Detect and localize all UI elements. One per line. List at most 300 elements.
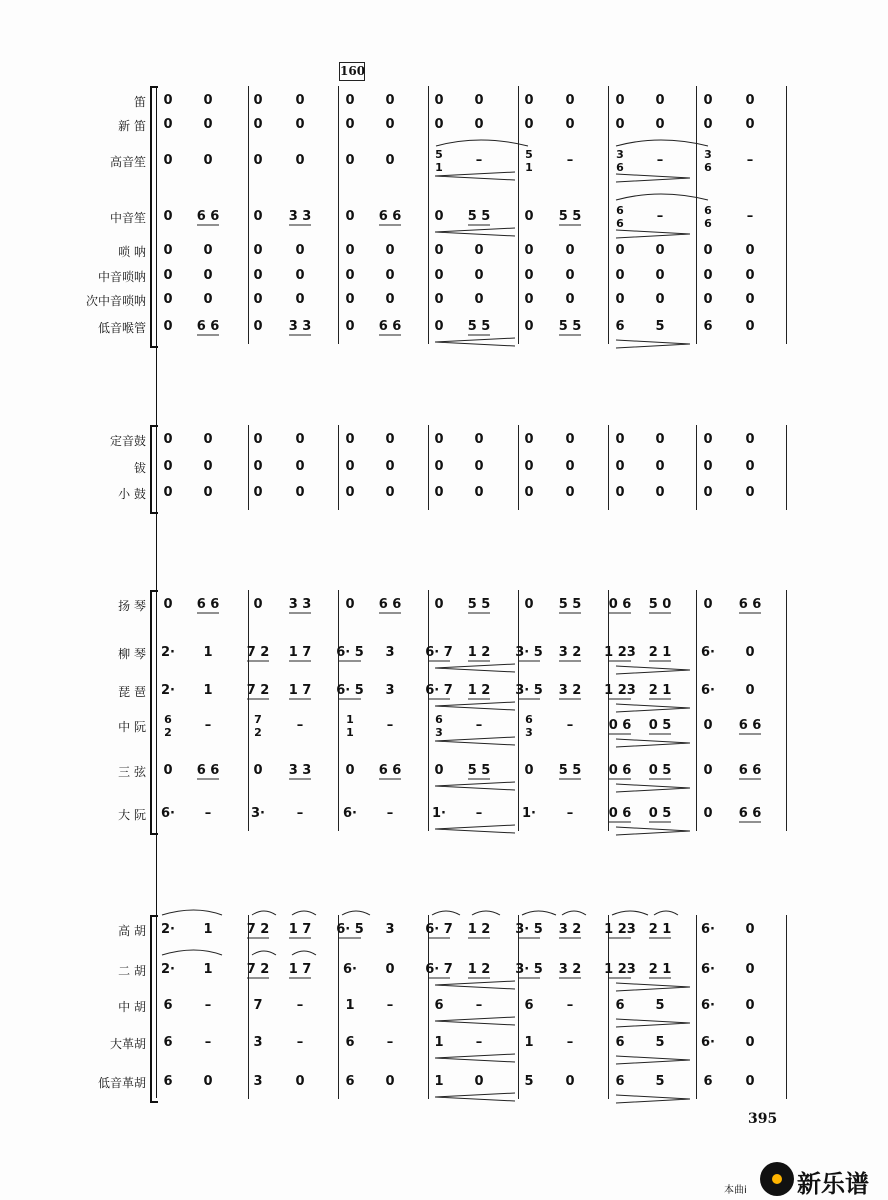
note-cell: 0 [434,319,444,334]
note-cell: 2· [161,962,175,977]
note-cell: 2· [161,645,175,660]
note-cell: 0 [253,117,263,132]
note-cell: 0 [434,432,444,447]
note-cell: 0 [565,1074,575,1089]
note-cell: 0 [745,1074,755,1089]
note-cell: 0 [163,292,173,307]
note-cell: 7 [253,998,263,1013]
note-cell: 0 [253,93,263,108]
note-cell: – [296,1035,304,1050]
hairpin [435,825,515,833]
note-cell: – [296,718,304,733]
note-cell: 1 23 [604,962,636,977]
note-cell: 0 [203,485,213,500]
note-cell: 2· [161,683,175,698]
tie-slur [162,950,222,955]
note-cell: 0 [253,432,263,447]
note-cell: – [746,153,754,168]
note-cell: 1 7 [288,645,312,660]
note-cell: – [475,1035,483,1050]
note-cell: 0 [615,117,625,132]
note-cell: 1 2 [467,962,491,977]
note-cell: 3 [385,922,395,937]
note-cell: 0 [703,763,713,778]
note-cell: 7 2 [246,922,270,937]
note-cell: 6 6 [738,718,762,733]
instrument-label: 次中音唢呐 [85,294,146,308]
hairpin [616,784,690,792]
note-cell: 1 23 [604,683,636,698]
note-cell: 6· [701,998,715,1013]
note-cell: 1 [203,645,213,660]
note-cell: 0 [434,268,444,283]
note-cell: 0 [253,459,263,474]
note-cell: 0 [295,243,305,258]
instrument-label: 扬 琴 [118,599,146,613]
note-cell: 1 2 [467,683,491,698]
note-cell: 1 [345,998,355,1013]
note-cell: 0 [345,153,355,168]
note-cell: 0 6 [608,597,632,612]
note-cell: 0 [163,93,173,108]
hairpin [435,702,515,710]
note-cell: 6 [615,998,625,1013]
note-cell: 0 [474,93,484,108]
note-cell: 6 6 [196,763,220,778]
note-cell: 0 [565,243,575,258]
note-cell: 0 [745,998,755,1013]
note-cell: 0 [345,485,355,500]
note-cell: – [475,718,483,733]
note-cell: 5 5 [558,597,582,612]
hairpin [616,340,690,348]
tie-slur [432,911,460,915]
hairpin [616,174,690,182]
note-cell: 0 6 [608,763,632,778]
note-cell: 0 [615,432,625,447]
note-cell: 0 [203,432,213,447]
note-cell: 3 2 [558,645,582,660]
note-cell: 1 1 [346,713,354,739]
note-cell: 0 [295,432,305,447]
note-cell: 1 23 [604,645,636,660]
tie-slur [436,140,528,146]
note-cell: 2 1 [648,645,672,660]
note-cell: 0 [163,268,173,283]
note-cell: 6 6 [378,209,402,224]
note-cell: 0 [345,268,355,283]
note-cell: 3 6 [704,148,712,174]
note-cell: 1· [432,806,446,821]
note-cell: 0 [253,763,263,778]
note-cell: 0 [745,268,755,283]
note-cell: 0 [253,243,263,258]
note-cell: 0 [745,117,755,132]
hairpin [616,1095,690,1103]
note-cell: 1 2 [467,645,491,660]
note-cell: 0 [253,485,263,500]
note-cell: 0 [745,645,755,660]
tie-slur [616,194,708,200]
note-cell: – [746,209,754,224]
note-cell: 0 [745,1035,755,1050]
note-cell: 6 [434,998,444,1013]
tie-slur [562,911,586,915]
note-cell: 0 [295,153,305,168]
note-cell: 0 [745,432,755,447]
hairpin [435,338,515,346]
note-cell: 0 [565,485,575,500]
note-cell: 0 [203,292,213,307]
note-cell: 0 [434,117,444,132]
tie-slur [292,911,316,915]
note-cell: 0 [565,459,575,474]
note-cell: 0 [474,485,484,500]
note-cell: 0 [434,243,444,258]
note-cell: 3 3 [288,763,312,778]
note-cell: 0 [615,93,625,108]
note-cell: 5 [655,998,665,1013]
note-cell: 0 [615,292,625,307]
hairpin [435,782,515,790]
note-cell: 5 5 [467,319,491,334]
note-cell: 0 [434,209,444,224]
instrument-label: 低音革胡 [97,1076,146,1090]
note-cell: – [204,998,212,1013]
note-cell: 0 [703,718,713,733]
note-cell: 0 [345,93,355,108]
note-cell: 0 [295,1074,305,1089]
note-cell: 6 [703,319,713,334]
note-cell: 7 2 [246,645,270,660]
note-cell: 0 [345,763,355,778]
note-cell: 0 [745,485,755,500]
note-cell: 6 [615,1074,625,1089]
note-cell: – [386,1035,394,1050]
logo-disc-icon [760,1162,794,1196]
note-cell: 0 [385,93,395,108]
note-cell: 5 5 [467,209,491,224]
note-cell: 0 [565,432,575,447]
hairpin [435,981,515,989]
note-cell: 6· [701,962,715,977]
hairpin [616,230,690,238]
note-cell: 0 [385,292,395,307]
note-cell: – [566,718,574,733]
note-cell: 0 [703,268,713,283]
site-logo-text: 新乐谱 [797,1170,869,1198]
note-cell: 0 [345,292,355,307]
note-cell: 0 [524,93,534,108]
tie-slur [252,911,276,915]
note-cell: 0 [253,319,263,334]
note-cell: 5 5 [558,209,582,224]
note-cell: 6· [701,683,715,698]
note-cell: 5 [655,1074,665,1089]
note-cell: 0 [203,117,213,132]
note-cell: 0 [203,243,213,258]
note-cell: 6· [343,806,357,821]
instrument-label: 三 弦 [118,765,146,779]
note-cell: 0 [295,268,305,283]
note-cell: 6 [163,998,173,1013]
note-cell: 0 [524,485,534,500]
tie-slur [654,911,678,915]
note-cell: 0 6 [608,806,632,821]
note-cell: 0 [655,243,665,258]
note-cell: 6· [701,922,715,937]
note-cell: 6 6 [196,319,220,334]
note-cell: 5 5 [558,319,582,334]
hairpin [616,739,690,747]
note-cell: 3 3 [288,597,312,612]
note-cell: 0 [745,922,755,937]
note-cell: 0 [745,243,755,258]
note-cell: 2· [161,922,175,937]
note-cell: 0 [474,292,484,307]
note-cell: 0 5 [648,806,672,821]
note-cell: 0 [434,597,444,612]
tie-slur [162,910,222,915]
hairpin [435,737,515,745]
note-cell: 6· 5 [336,683,364,698]
note-cell: 0 [745,292,755,307]
note-cell: 6 [163,1035,173,1050]
note-cell: – [475,806,483,821]
note-cell: 0 [163,485,173,500]
note-cell: 1 7 [288,962,312,977]
note-cell: 0 [163,319,173,334]
note-cell: 0 [703,243,713,258]
note-cell: 0 5 [648,763,672,778]
note-cell: 0 [253,597,263,612]
instrument-label: 高 胡 [118,924,146,938]
note-cell: 0 [345,319,355,334]
note-cell: 0 [345,459,355,474]
note-cell: – [386,806,394,821]
note-cell: 0 [703,292,713,307]
note-cell: – [566,153,574,168]
hairpin [435,1054,515,1062]
note-cell: 0 [295,93,305,108]
note-cell: 0 [745,93,755,108]
note-cell: 1 [203,683,213,698]
note-cell: – [656,209,664,224]
note-cell: 3· 5 [515,962,543,977]
note-cell: 0 [434,93,444,108]
note-cell: 0 [655,93,665,108]
note-cell: 0 [703,459,713,474]
note-cell: 0 [385,117,395,132]
note-cell: 1 [203,922,213,937]
note-cell: 6 6 [738,806,762,821]
note-cell: 0 [703,432,713,447]
hairpin [616,1019,690,1027]
note-cell: 0 [655,292,665,307]
note-cell: 0 [474,243,484,258]
note-cell: 7 2 [254,713,262,739]
note-cell: 3· [251,806,265,821]
instrument-label: 二 胡 [118,964,146,978]
note-cell: 6 6 [738,763,762,778]
note-cell: 0 [253,209,263,224]
instrument-label: 大革胡 [109,1037,146,1051]
note-cell: 6· [161,806,175,821]
note-cell: – [296,998,304,1013]
note-cell: 6· 7 [425,922,453,937]
instrument-label: 大 阮 [118,808,146,822]
note-cell: 3 2 [558,962,582,977]
note-cell: 1· [522,806,536,821]
note-cell: 3 3 [288,319,312,334]
note-cell: 0 [295,117,305,132]
note-cell: 3 [385,645,395,660]
note-cell: 0 [385,243,395,258]
note-cell: 0 [253,292,263,307]
note-cell: 0 [655,117,665,132]
note-cell: 0 [163,432,173,447]
note-cell: 6 [345,1074,355,1089]
note-cell: 0 [345,432,355,447]
hairpin [616,666,690,674]
note-cell: 0 [163,243,173,258]
note-cell: 0 [474,432,484,447]
note-cell: 6· [701,1035,715,1050]
note-cell: 0 [474,459,484,474]
footer-caption: 本曲i [724,1185,747,1196]
note-cell: 6· 7 [425,962,453,977]
note-cell: 0 [615,459,625,474]
hairpin [616,704,690,712]
note-cell: 3 [253,1074,263,1089]
note-cell: 0 [524,459,534,474]
note-cell: 0 [524,268,534,283]
note-cell: 0 [655,485,665,500]
instrument-label: 笛 [133,95,146,109]
note-cell: 0 [385,268,395,283]
note-cell: 0 [163,117,173,132]
note-cell: 0 [345,597,355,612]
note-cell: 3 2 [558,922,582,937]
instrument-label: 定音鼓 [109,434,146,448]
note-cell: 6 [615,319,625,334]
note-cell: 0 [474,1074,484,1089]
note-cell: 6 6 [378,597,402,612]
note-cell: 1 7 [288,922,312,937]
instrument-label: 柳 琴 [118,647,146,661]
note-cell: 6 6 [738,597,762,612]
note-cell: 6 3 [525,713,533,739]
note-cell: 0 [524,117,534,132]
note-cell: 5 5 [467,597,491,612]
note-cell: 0 [745,459,755,474]
note-cell: 7 2 [246,683,270,698]
note-cell: 0 [565,93,575,108]
note-cell: 0 [524,209,534,224]
note-cell: – [656,153,664,168]
instrument-label: 新 笛 [118,119,146,133]
note-cell: 0 [524,292,534,307]
hairpin [435,1093,515,1101]
note-cell: – [566,806,574,821]
note-cell: 3 3 [288,209,312,224]
note-cell: 0 [385,485,395,500]
note-cell: 1 2 [467,922,491,937]
note-cell: 7 2 [246,962,270,977]
note-cell: 0 [615,268,625,283]
note-cell: 1 [524,1035,534,1050]
note-cell: 5 1 [435,148,443,174]
note-cell: 6· [701,645,715,660]
tie-slur [522,911,556,915]
note-cell: 0 [203,1074,213,1089]
note-cell: 0 [524,597,534,612]
note-cell: 1 [203,962,213,977]
note-cell: 0 [203,459,213,474]
instrument-label: 中 阮 [118,720,146,734]
note-cell: 6 [524,998,534,1013]
note-cell: 0 [295,459,305,474]
instrument-label: 中音笙 [109,211,146,225]
note-cell: 6· 7 [425,645,453,660]
note-cell: 6 2 [164,713,172,739]
note-cell: 3 [253,1035,263,1050]
instrument-label: 琵 琶 [118,685,146,699]
note-cell: 5 5 [558,763,582,778]
hairpin [435,1017,515,1025]
note-cell: 5 [524,1074,534,1089]
note-cell: 0 [163,459,173,474]
note-cell: 0 [203,268,213,283]
rehearsal-mark: 160 [339,62,365,81]
note-cell: 3· 5 [515,683,543,698]
page-number: 395 [748,1111,778,1127]
note-cell: 0 [385,432,395,447]
hairpin [616,1056,690,1064]
note-cell: 0 [385,153,395,168]
note-cell: 0 5 [648,718,672,733]
instrument-label: 小 鼓 [118,487,146,501]
note-cell: 3 2 [558,683,582,698]
note-cell: 6 6 [196,597,220,612]
note-cell: 3· 5 [515,645,543,660]
note-cell: 6 6 [704,204,712,230]
note-cell: 0 [655,459,665,474]
note-cell: 5 5 [467,763,491,778]
note-cell: 0 [203,153,213,168]
note-cell: 0 [703,93,713,108]
note-cell: 6 6 [196,209,220,224]
note-cell: 0 [565,117,575,132]
instrument-label: 唢 呐 [118,245,146,259]
note-cell: – [475,998,483,1013]
tie-slur [342,911,370,915]
note-cell: 0 [345,117,355,132]
note-cell: 5 [655,1035,665,1050]
note-cell: 0 [524,432,534,447]
note-cell: 6· 7 [425,683,453,698]
note-cell: 1 [434,1074,444,1089]
note-cell: 0 [655,432,665,447]
hairpin [435,228,515,236]
hairpin [435,172,515,180]
note-cell: 0 [385,1074,395,1089]
note-cell: 0 [434,485,444,500]
note-cell: 0 [253,268,263,283]
hairpin [435,664,515,672]
note-cell: 2 1 [648,962,672,977]
hairpin [616,827,690,835]
